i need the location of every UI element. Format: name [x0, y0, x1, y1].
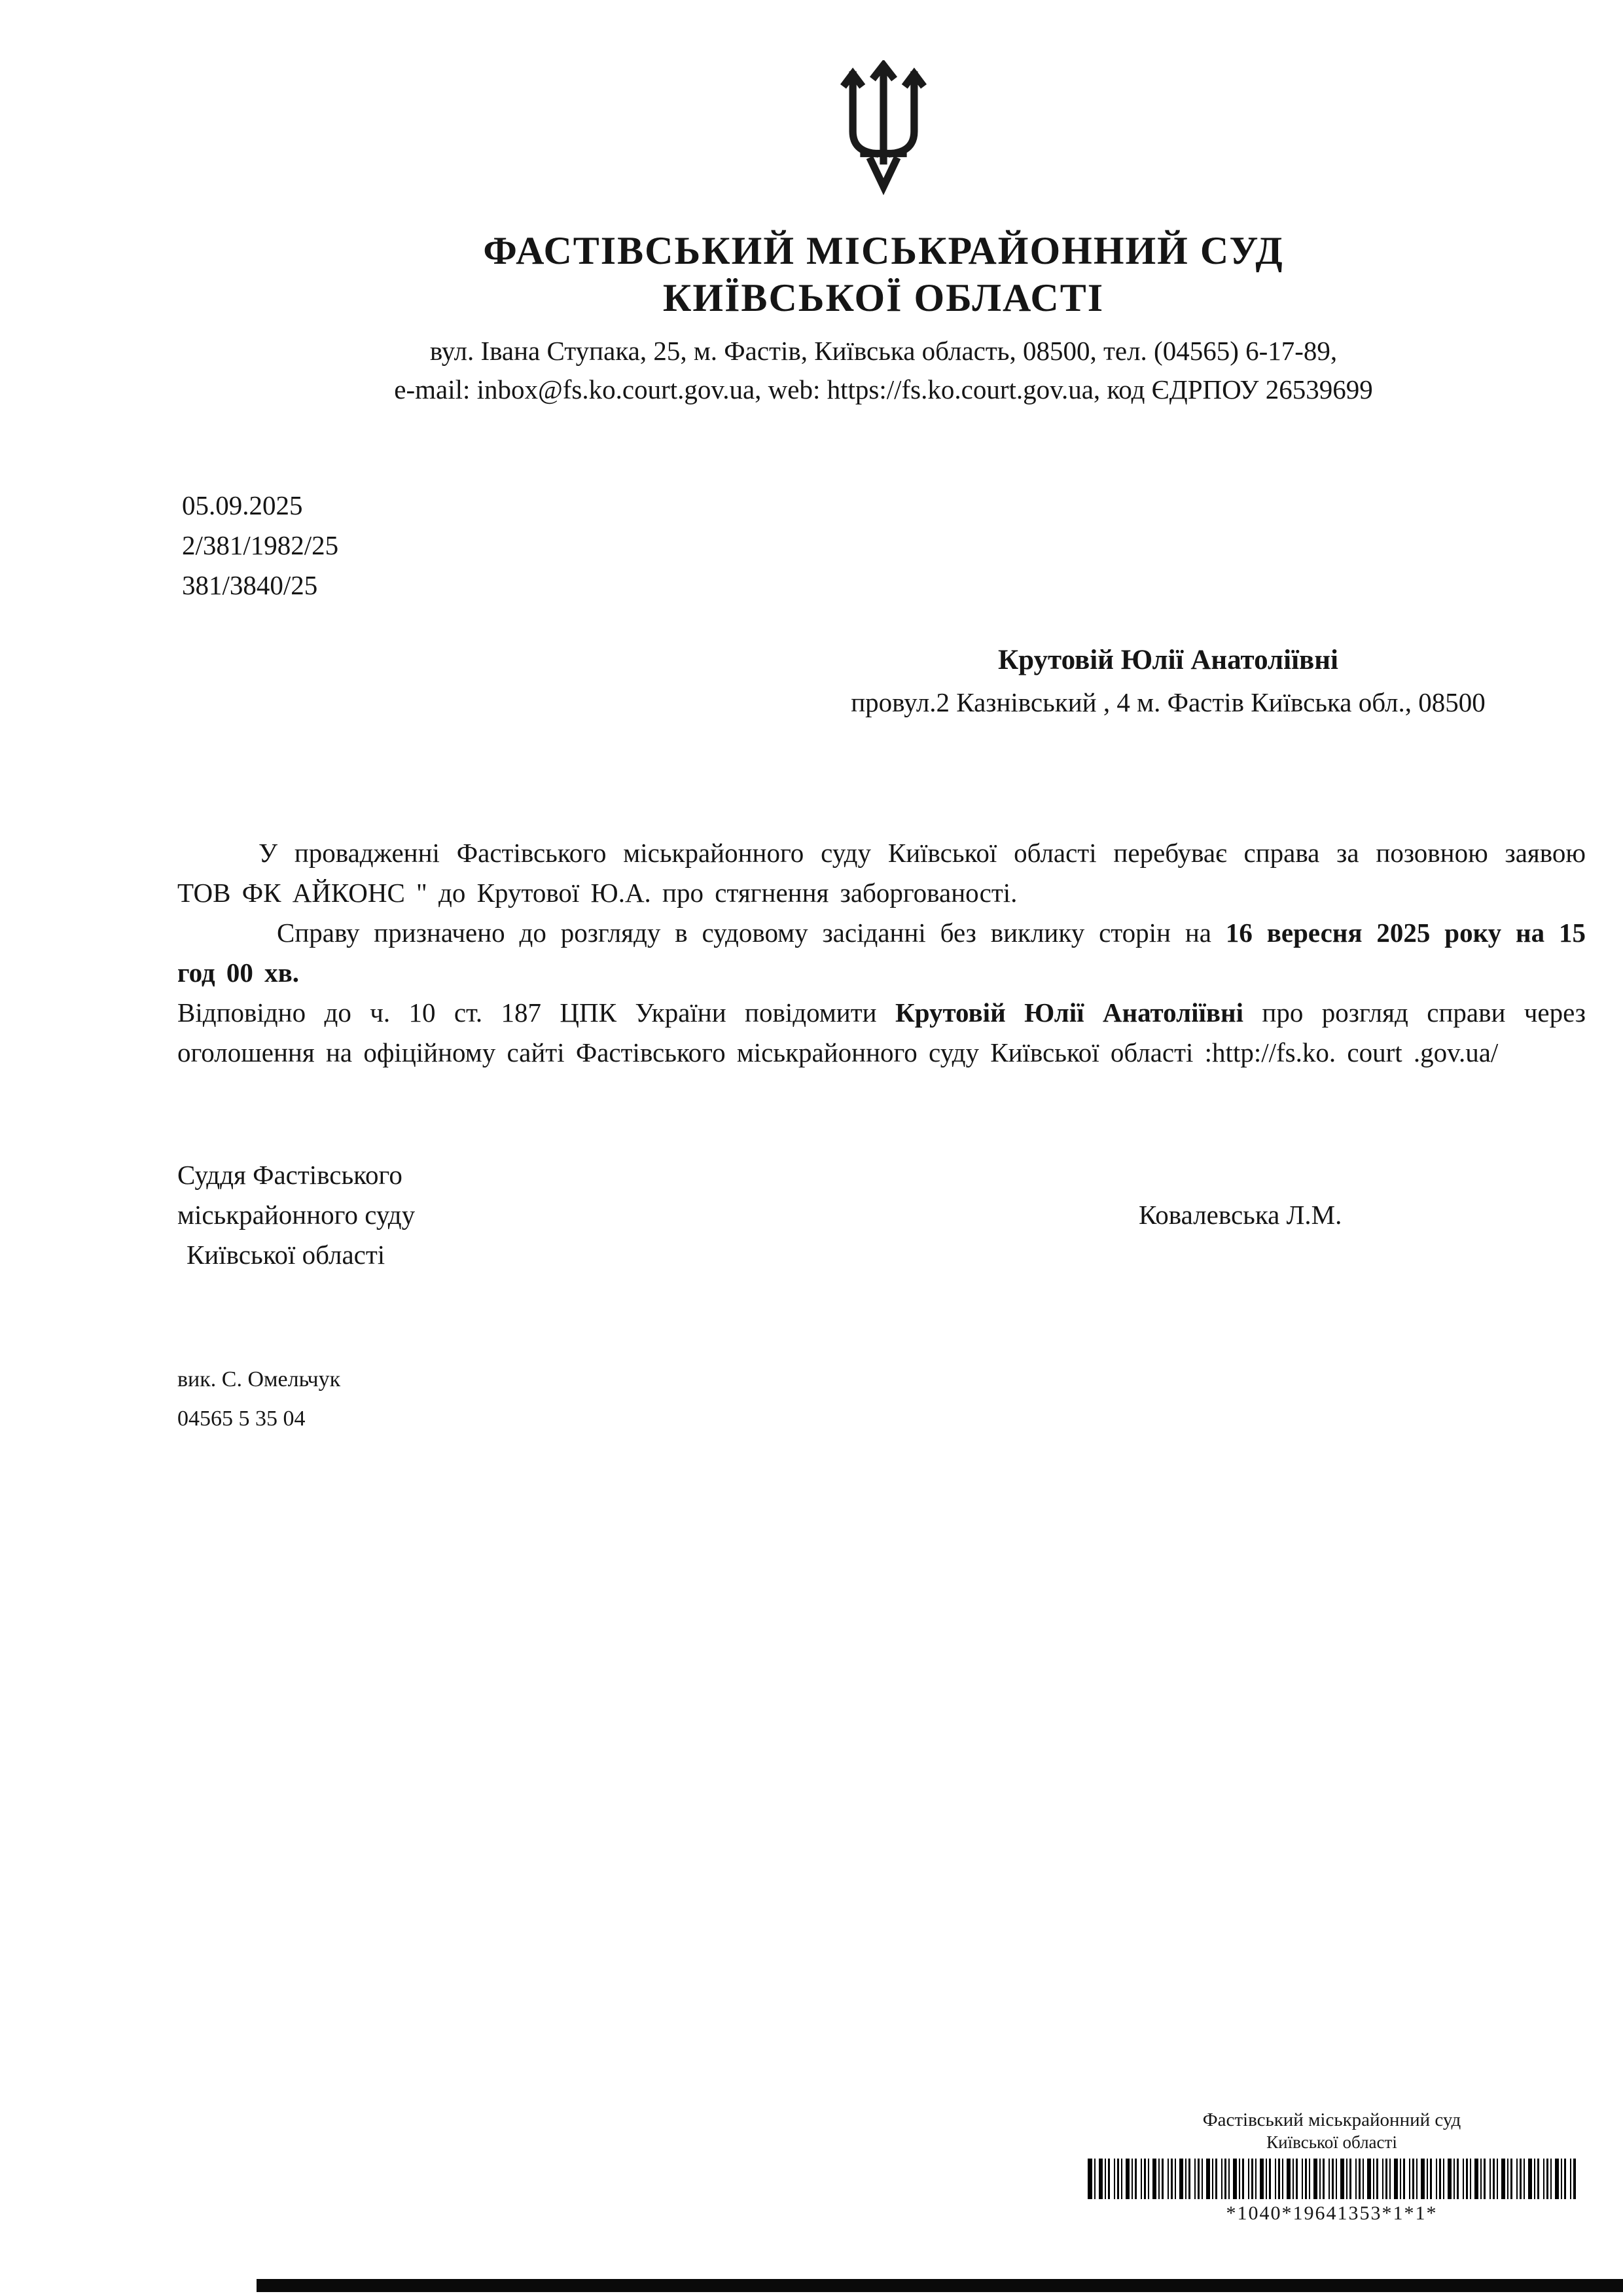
- barcode-code: *1040*19641353*1*1*: [1226, 2202, 1438, 2224]
- paragraph-notice-text-2: про розгляд справи через оголошення на офіційному сайті Фастівського міськрайонного суду Київської області :http://fs.ko. court .gov.ua/: [177, 997, 1586, 1067]
- court-name-line1: ФАСТІВСЬКИЙ МІСЬКРАЙОННИЙ СУД: [483, 229, 1284, 272]
- notice-recipient-bold: Крутовій Юлії Анатоліївні: [895, 997, 1244, 1028]
- paragraph-hearing: [177, 913, 1586, 993]
- barcode-court-name: Фастівський міськрайонний суд: [1202, 2109, 1461, 2130]
- barcode-image: [1088, 2159, 1576, 2199]
- executor-phone: 04565 5 35 04: [177, 1407, 306, 1431]
- paragraph-notice-text-1: Відповідно до ч. 10 ст. 187 ЦПК України повідомити: [177, 997, 895, 1028]
- ukraine-trident-icon: [834, 60, 933, 207]
- judge-title-line1: Суддя Фастівського: [177, 1160, 402, 1190]
- letter-body: [177, 833, 1586, 1073]
- court-address: вул. Івана Ступака, 25, м. Фастів, Київська область, 08500, тел. (04565) 6-17-89,: [429, 336, 1338, 366]
- court-name-line2: КИЇВСЬКОЇ ОБЛАСТІ: [662, 276, 1105, 319]
- recipient-name: Крутовій Юлії Анатоліївні: [998, 645, 1338, 675]
- paragraph-case-info-text: У провадженні Фастівського міськрайонного суду Київської області перебуває справа за позовною заявою ТОВ ФК АЙКОНС " до Крутової Ю.А. про стягнення заборгованості.: [177, 838, 1586, 908]
- signature-block: [177, 1155, 1586, 1275]
- executor-block: [177, 1360, 340, 1439]
- judge-name: Ковалевська Л.М.: [1139, 1200, 1342, 1230]
- judge-title-line3: Київської області: [187, 1240, 385, 1270]
- paragraph-hearing-text: Справу призначено до розгляду в судовому засіданні без виклику сторін на: [277, 918, 1226, 948]
- hearing-datetime-bold: 16 вересня 2025 року на 15 год 00 хв.: [177, 918, 1586, 988]
- scan-artifact-strip: [257, 2279, 1623, 2292]
- court-contacts: e-mail: inbox@fs.ko.court.gov.ua, web: https://fs.ko.court.gov.ua, код ЄДРПОУ 26539699: [394, 374, 1373, 404]
- registration-number: 381/3840/25: [182, 570, 318, 600]
- executor-name: вик. С. Омельчук: [177, 1367, 341, 1391]
- case-number: 2/381/1982/25: [182, 530, 339, 560]
- court-letterhead: [144, 60, 1623, 409]
- barcode-court-region: Київської області: [1266, 2132, 1397, 2152]
- document-date: 05.09.2025: [182, 490, 303, 520]
- judge-title-line2: міськрайонного суду: [177, 1200, 416, 1230]
- document-meta: [182, 486, 338, 605]
- paragraph-notice: [177, 993, 1586, 1073]
- recipient-address: провул.2 Казнівський , 4 м. Фастів Київська обл., 08500: [851, 687, 1486, 717]
- paragraph-case-info: [177, 833, 1586, 913]
- barcode-block: [1073, 2109, 1590, 2225]
- recipient-block: [713, 640, 1623, 722]
